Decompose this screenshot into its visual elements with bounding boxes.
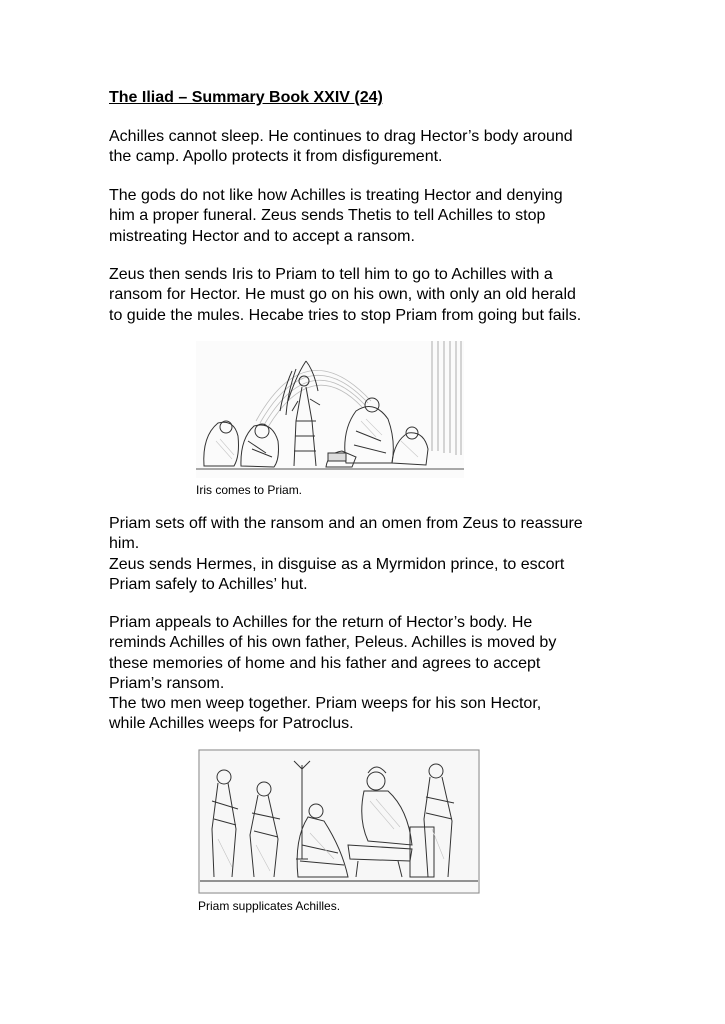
- paragraph-line: the camp. Apollo protects it from disfigurement.: [109, 148, 443, 166]
- paragraph-3: [109, 265, 629, 326]
- iris-comes-to-priam-illustration: [196, 341, 464, 478]
- paragraph-5: [109, 613, 629, 735]
- figure-caption-1: Iris comes to Priam.: [196, 483, 303, 497]
- paragraph-line: Zeus then sends Iris to Priam to tell him to go to Achilles with a: [109, 266, 553, 283]
- paragraph-line: him.: [109, 535, 140, 553]
- figure-caption-2: Priam supplicates Achilles.: [198, 899, 341, 913]
- paragraph-line: Priam sets off with the ransom and an omen from Zeus to reassure: [109, 515, 583, 532]
- paragraph-line: Priam appeals to Achilles for the return of Hector’s body. He: [109, 614, 533, 631]
- engraving-drawing: [196, 341, 464, 478]
- paragraph-line: reminds Achilles of his own father, Peleus. Achilles is moved by: [109, 634, 557, 652]
- paragraph-line: him a proper funeral. Zeus sends Thetis to tell Achilles to stop: [109, 207, 546, 225]
- paragraph-line: Achilles cannot sleep. He continues to drag Hector’s body around: [109, 128, 573, 145]
- paragraph-line: The two men weep together. Priam weeps for his son Hector,: [109, 695, 542, 713]
- paragraph-4: [109, 514, 629, 595]
- paragraph-line: The gods do not like how Achilles is treating Hector and denying: [109, 187, 563, 204]
- priam-supplicates-achilles-illustration: [198, 749, 480, 894]
- paragraph-line: these memories of home and his father and agrees to accept: [109, 654, 541, 672]
- paragraph-line: Priam safely to Achilles’ hut.: [109, 575, 308, 593]
- relief-drawing: [198, 749, 480, 894]
- paragraph-line: mistreating Hector and to accept a ransom.: [109, 227, 415, 245]
- paragraph-line: Zeus sends Hermes, in disguise as a Myrmidon prince, to escort: [109, 555, 565, 573]
- paragraph-line: while Achilles weeps for Patroclus.: [109, 715, 354, 733]
- paragraph-line: ransom for Hector. He must go on his own, with only an old herald: [109, 286, 576, 304]
- paragraph-line: to guide the mules. Hecabe tries to stop Priam from going but fails.: [109, 306, 582, 324]
- paragraph-1: [109, 127, 629, 168]
- paragraph-2: [109, 186, 629, 247]
- document-title: The Iliad – Summary Book XXIV (24): [109, 89, 383, 106]
- paragraph-line: Priam’s ransom.: [109, 674, 225, 692]
